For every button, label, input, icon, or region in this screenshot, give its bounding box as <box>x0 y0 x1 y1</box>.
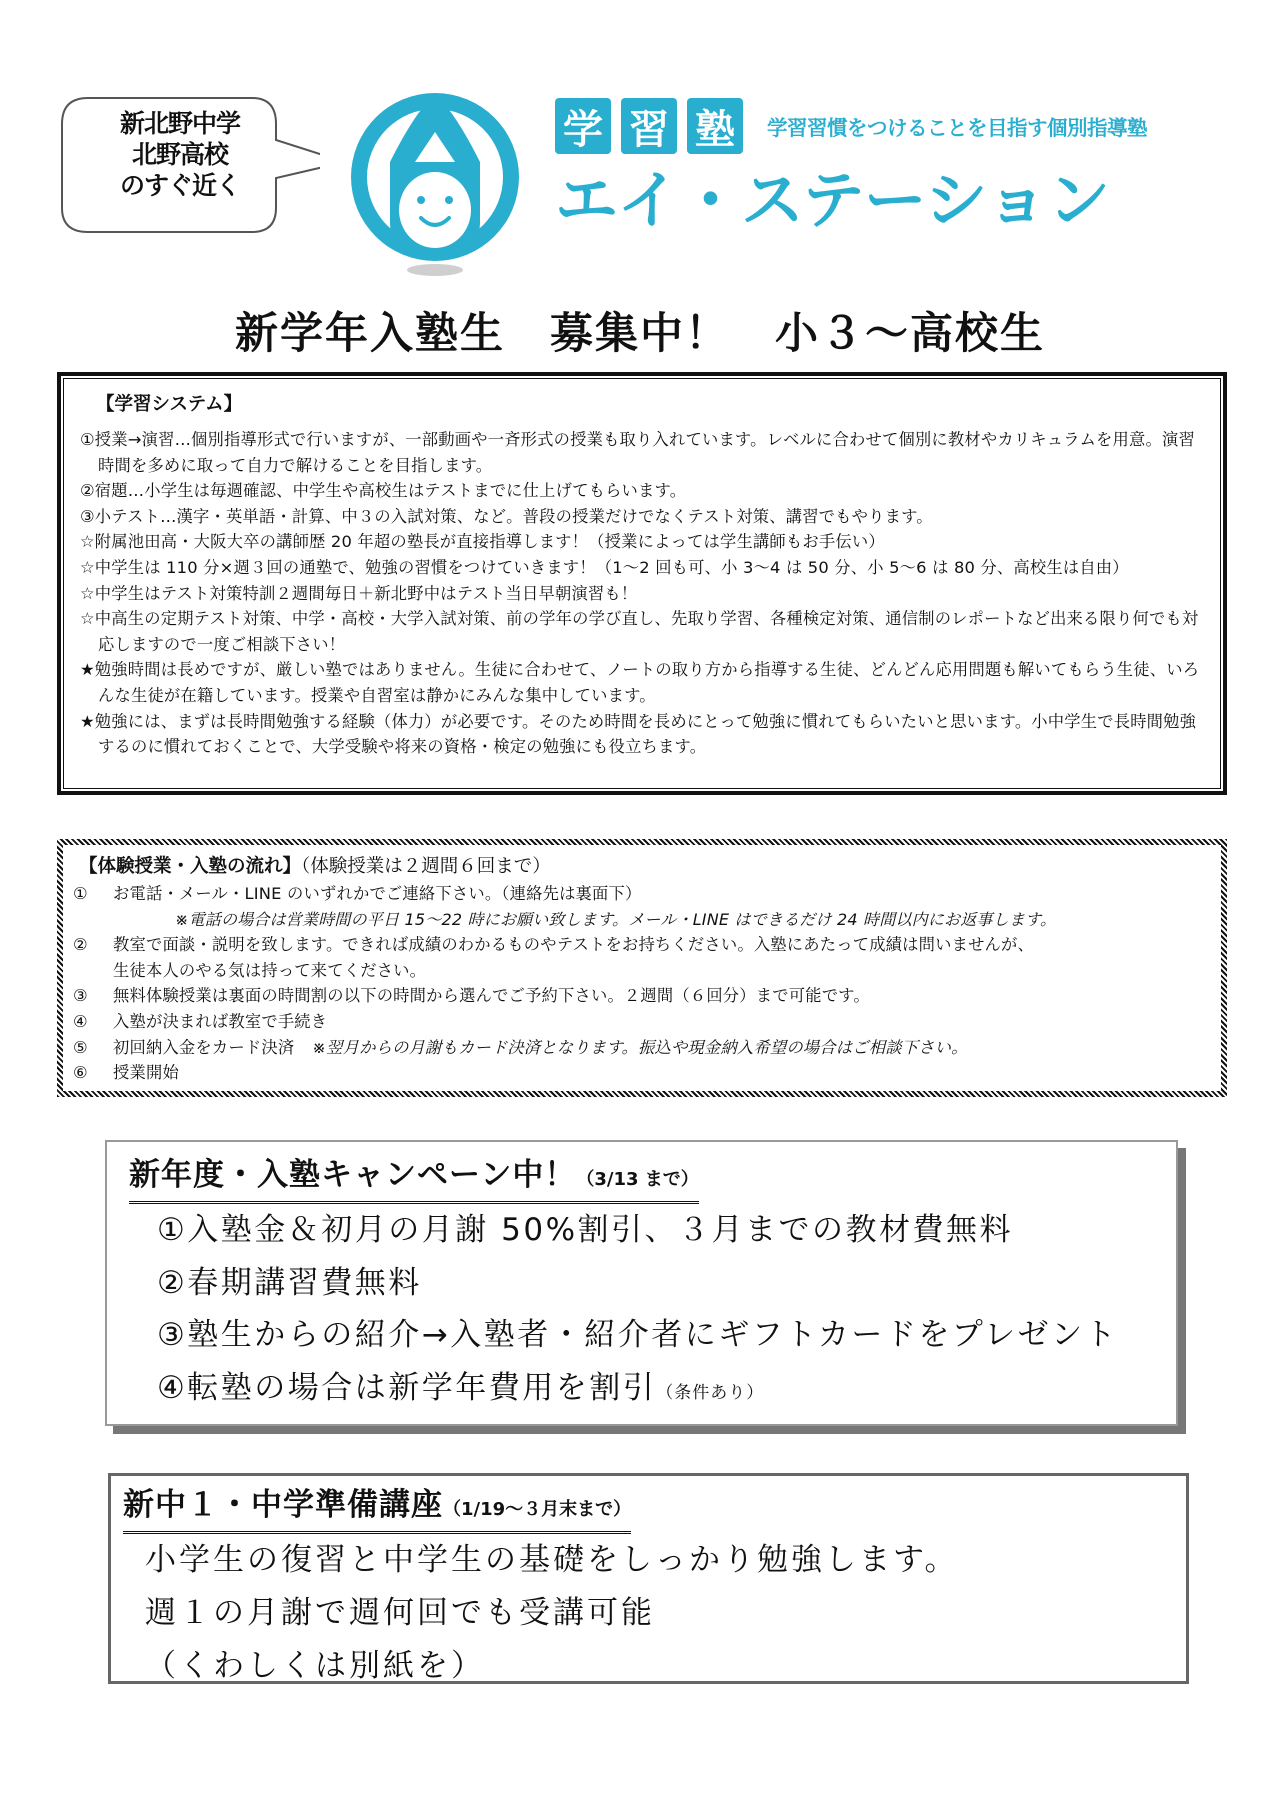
learning-system-box <box>57 372 1227 795</box>
brand-tagline: 学習習慣をつけることを目指す個別指導塾 <box>767 116 1147 140</box>
prep-course-line: （くわしくは別紙を） <box>145 1648 485 1684</box>
brand-chip: 習 <box>621 98 677 154</box>
system-item: ②宿題…小学生は毎週確認、中学生や高校生はテストまでに仕上げてもらいます。 <box>80 481 687 501</box>
flow-note: ※電話の場合は営業時間の平日 15〜22 時にお願い致します。メール・LINE はできるだけ 24 時間以内にお返事します。 <box>175 909 1057 929</box>
prep-course-line: 小学生の復習と中学生の基礎をしっかり勉強します。 <box>145 1542 959 1578</box>
prep-course-title: 新中１・中学準備講座（1/19〜３月末まで） <box>123 1484 631 1534</box>
brand-chip: 学 <box>555 98 611 154</box>
campaign-item: ④転塾の場合は新学年費用を割引（条件あり） <box>157 1369 765 1406</box>
campaign-item-note: （条件あり） <box>656 1382 765 1403</box>
flow-step: ① お電話・メール・LINE のいずれかでご連絡下さい。（連絡先は裏面下） <box>73 884 642 903</box>
campaign-title: 新年度・入塾キャンペーン中！（3/13 まで） <box>129 1154 699 1204</box>
system-item: ③小テスト…漢字・英単語・計算、中３の入試対策、など。普段の授業だけでなくテスト対策、講習でもやります。 <box>80 506 933 526</box>
system-item: ★勉強には、まずは長時間勉強する経験（体力）が必要です。そのため時間を長めにとって勉強に慣れてもらいたいと思います。小中学生で長時間勉強するのに慣れておくことで、大学受験や将来の資格・検定の勉強にも役立ちます。 <box>80 711 1197 757</box>
page-headline: 新学年入塾生 募集中！ 小３〜高校生 <box>235 309 1045 359</box>
system-item: ☆中高生の定期テスト対策、中学・高校・大学入試対策、前の学年の学び直し、先取り学習、各種検定対策、通信制のレポートなど出来る限り何でも対応しますので一度ご相談下さい！ <box>80 609 1199 654</box>
system-item: ☆中学生はテスト対策特訓２週間毎日＋新北野中はテスト当日早朝演習も！ <box>80 583 638 603</box>
campaign-item: ①入塾金＆初月の月謝 50%割引、３月までの教材費無料 <box>157 1212 1014 1248</box>
brand-chip: 塾 <box>687 98 743 154</box>
enrollment-flow-box <box>57 839 1227 1097</box>
campaign-box <box>105 1140 1178 1426</box>
flow-step: ⑥ 授業開始 <box>73 1063 179 1083</box>
brand-tagline-row <box>555 96 1147 156</box>
enrollment-flow-subtitle: （体験授業は２週間６回まで） <box>301 856 551 877</box>
system-item: ☆附属池田高・大阪大卒の講師歴 20 年超の塾長が直接指導します！（授業によっては学生講師もお手伝い） <box>80 532 885 552</box>
system-item: ①授業→演習…個別指導形式で行いますが、一部動画や一斉形式の授業も取り入れています。レベルに合わせて個別に教材やカリキュラムを用意。演習時間を多めに取って自力で解けることを目指します。 <box>80 430 1195 475</box>
flow-step-continuation: 生徒本人のやる気は持って来てください。 <box>113 960 427 980</box>
flow-step: ③ 無料体験授業は裏面の時間割の以下の時間から選んでご予約下さい。２週間（６回分）まで可能です。 <box>73 986 870 1006</box>
campaign-item: ②春期講習費無料 <box>157 1264 422 1301</box>
flow-note: ※翌月からの月謝もカード決済となります。振込や現金納入希望の場合はご相談下さい。 <box>312 1037 968 1057</box>
prep-course-line: 週１の月謝で週何回でも受講可能 <box>145 1595 655 1631</box>
campaign-item: ③塾生からの紹介→入塾者・紹介者にギフトカードをプレゼント <box>157 1317 1119 1353</box>
campaign-period: （3/13 まで） <box>576 1169 699 1190</box>
prep-course-period: （1/19〜３月末まで） <box>443 1499 632 1520</box>
brand-name: エイ・ステーション <box>555 164 1110 237</box>
flow-step: ② 教室で面談・説明を致します。できれば成績のわかるものやテストをお持ちください。入塾にあたって成績は問いませんが、 <box>73 935 1035 955</box>
mascot-logo-icon <box>335 72 535 292</box>
flow-step: ④ 入塾が決まれば教室で手続き <box>73 1011 328 1031</box>
enrollment-flow-title: 【体験授業・入塾の流れ】（体験授業は２週間６回まで） <box>79 856 551 877</box>
prep-course-box <box>108 1473 1189 1684</box>
learning-system-title: 【学習システム】 <box>96 394 243 415</box>
system-item: ☆中学生は 110 分×週３回の通塾で、勉強の習慣をつけていきます！（1〜2 回も可、小 3〜4 は 50 分、小 5〜6 は 80 分、高校生は自由） <box>80 557 1129 577</box>
flow-step: ⑤ 初回納入金をカード決済 ※翌月からの月謝もカード決済となります。振込や現金納入希望の場合はご相談下さい。 <box>73 1035 1207 1061</box>
system-item: ★勉強時間は長めですが、厳しい塾ではありません。生徒に合わせて、ノートの取り方から指導する生徒、どんどん応用問題も解いてもらう生徒、いろんな生徒が在籍しています。授業や自習室は静かにみんな集中しています。 <box>80 660 1200 705</box>
bubble-text: 新北野中学 北野高校 のすぐ近く <box>119 109 240 200</box>
